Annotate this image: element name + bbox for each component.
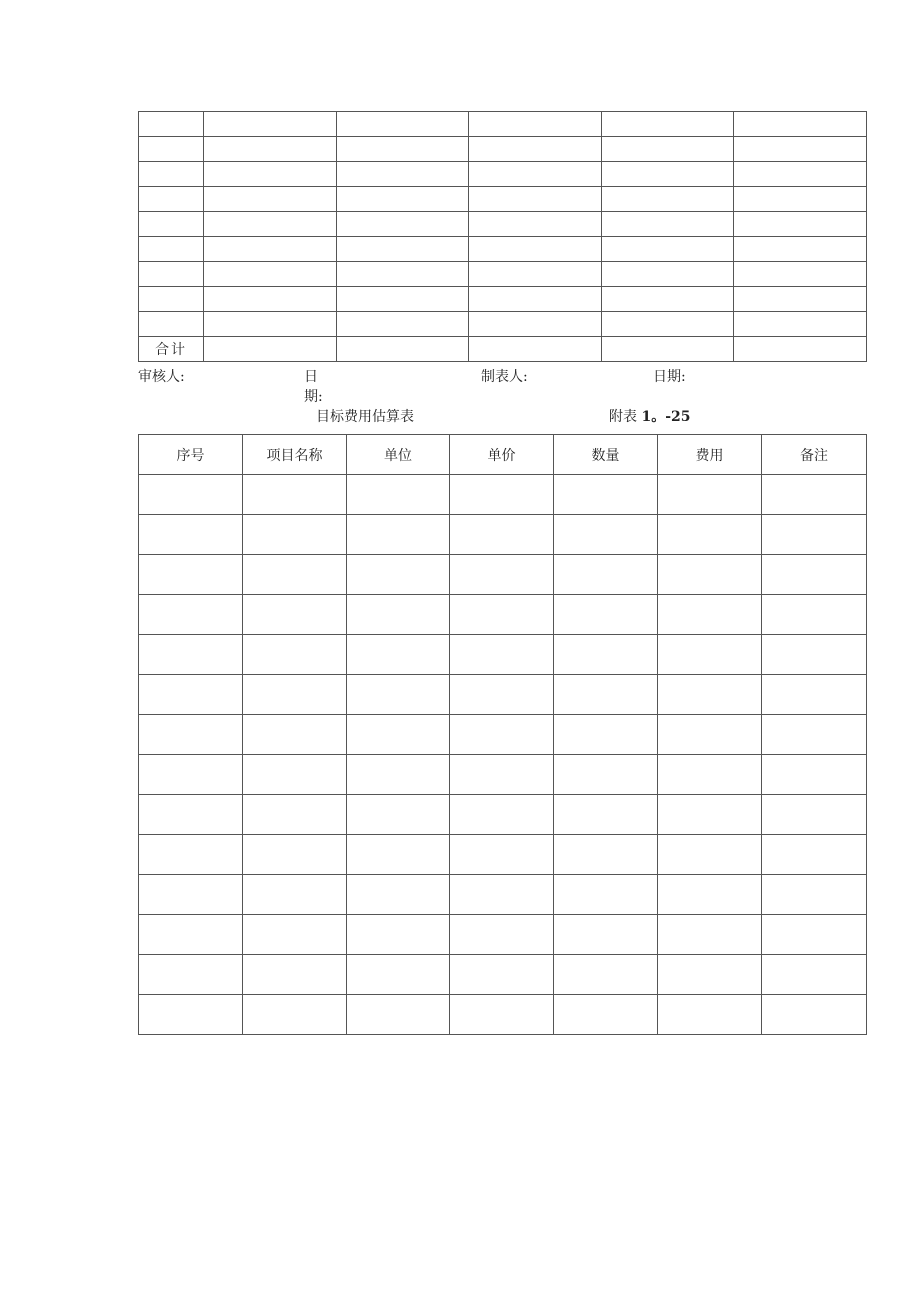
- table-cell: [450, 755, 554, 795]
- table-cell: [243, 795, 347, 835]
- table-cell: [243, 515, 347, 555]
- table-cell: [243, 635, 347, 675]
- table-cell: [554, 835, 658, 875]
- table-row: [139, 635, 867, 675]
- appendix-number: 1。-25: [641, 409, 691, 425]
- total-row: [139, 337, 867, 362]
- table-cell: [243, 955, 347, 995]
- header-row: [139, 435, 867, 475]
- table-cell: [450, 635, 554, 675]
- header-remarks: 备注: [762, 435, 867, 475]
- table-cell: [554, 635, 658, 675]
- upper-table: [138, 111, 867, 362]
- table-row: [139, 595, 867, 635]
- total-label: 合计: [139, 337, 204, 362]
- appendix-label: [609, 406, 691, 426]
- date-label-part1: 日: [304, 369, 318, 385]
- header-serial-no: 序号: [139, 435, 243, 475]
- table-cell: [554, 995, 658, 1035]
- table-cell: [658, 715, 762, 755]
- table-cell: [139, 475, 243, 515]
- table-cell: [658, 915, 762, 955]
- table-cell: [762, 515, 867, 555]
- table-cell: [139, 555, 243, 595]
- table-cell: [762, 475, 867, 515]
- table-cell: [554, 475, 658, 515]
- table-cell: [139, 795, 243, 835]
- table-row: [139, 955, 867, 995]
- table-cell: [658, 675, 762, 715]
- header-unit: 单位: [347, 435, 450, 475]
- table-cell: [347, 715, 450, 755]
- table-row: [139, 515, 867, 555]
- table-cell: [658, 555, 762, 595]
- table-cell: [450, 555, 554, 595]
- table-row: [139, 237, 867, 262]
- table-cell: [554, 515, 658, 555]
- table-cell: [554, 915, 658, 955]
- table-cell: [762, 595, 867, 635]
- table-cell: [762, 915, 867, 955]
- table-row: [139, 262, 867, 287]
- table-cell: [243, 595, 347, 635]
- table-cell: [139, 595, 243, 635]
- table-cell: [243, 835, 347, 875]
- table-cell: [762, 755, 867, 795]
- table-cell: [658, 755, 762, 795]
- table-cell: [347, 875, 450, 915]
- header-quantity: 数量: [554, 435, 658, 475]
- table-row: [139, 795, 867, 835]
- table-cell: [139, 835, 243, 875]
- table-row: [139, 995, 867, 1035]
- header-unit-price: 单价: [450, 435, 554, 475]
- table-cell: [658, 795, 762, 835]
- table-cell: [658, 595, 762, 635]
- table-cell: [658, 995, 762, 1035]
- table-cell: [347, 595, 450, 635]
- table-cell: [243, 915, 347, 955]
- table-cell: [450, 675, 554, 715]
- table-cell: [450, 475, 554, 515]
- table-cell: [243, 875, 347, 915]
- table-cell: [139, 675, 243, 715]
- table-cell: [554, 955, 658, 995]
- table-cell: [554, 555, 658, 595]
- table-cell: [762, 635, 867, 675]
- table-cell: [450, 955, 554, 995]
- table-cell: [139, 715, 243, 755]
- table-cell: [658, 475, 762, 515]
- table-cell: [450, 915, 554, 955]
- table-cell: [347, 995, 450, 1035]
- table-cell: [139, 635, 243, 675]
- table-cell: [554, 715, 658, 755]
- table-cell: [450, 995, 554, 1035]
- table-cell: [243, 555, 347, 595]
- table-row: [139, 187, 867, 212]
- table-cell: [762, 675, 867, 715]
- table-row: [139, 212, 867, 237]
- table-row: [139, 475, 867, 515]
- table-cell: [658, 955, 762, 995]
- table-row: [139, 287, 867, 312]
- table-cell: [243, 995, 347, 1035]
- table-cell: [243, 475, 347, 515]
- table-cell: [762, 795, 867, 835]
- table-cell: [347, 675, 450, 715]
- table-cell: [347, 755, 450, 795]
- table-cell: [554, 675, 658, 715]
- table-cell: [243, 675, 347, 715]
- table-cell: [347, 515, 450, 555]
- table-cell: [554, 875, 658, 915]
- table-cell: [347, 955, 450, 995]
- table-row: [139, 112, 867, 137]
- table-cell: [450, 595, 554, 635]
- table-cell: [762, 715, 867, 755]
- header-item-name: 项目名称: [243, 435, 347, 475]
- cost-estimate-table: [138, 434, 867, 1035]
- table-cell: [450, 835, 554, 875]
- table-row: [139, 875, 867, 915]
- table-cell: [450, 795, 554, 835]
- table-cell: [139, 995, 243, 1035]
- table-cell: [139, 875, 243, 915]
- header-cost: 费用: [658, 435, 762, 475]
- table-cell: [243, 715, 347, 755]
- table-cell: [139, 515, 243, 555]
- date-label: 日期:: [653, 369, 686, 385]
- table-row: [139, 312, 867, 337]
- table-cell: [554, 755, 658, 795]
- table-row: [139, 755, 867, 795]
- table-cell: [762, 555, 867, 595]
- table-cell: [347, 795, 450, 835]
- table-row: [139, 162, 867, 187]
- table-cell: [762, 835, 867, 875]
- table-cell: [658, 835, 762, 875]
- table-cell: [347, 555, 450, 595]
- preparer-label: 制表人:: [481, 369, 528, 385]
- table-cell: [243, 755, 347, 795]
- table-cell: [347, 835, 450, 875]
- table-row: [139, 715, 867, 755]
- table-row: [139, 555, 867, 595]
- table-cell: [139, 915, 243, 955]
- table-cell: [762, 995, 867, 1035]
- auditor-label: 审核人:: [138, 369, 185, 385]
- table-cell: [554, 595, 658, 635]
- table-cell: [450, 515, 554, 555]
- table-cell: [554, 795, 658, 835]
- table-cell: [347, 915, 450, 955]
- table-title: 目标费用估算表: [316, 409, 414, 425]
- table-cell: [762, 955, 867, 995]
- table-cell: [450, 715, 554, 755]
- table-row: [139, 137, 867, 162]
- table-row: [139, 675, 867, 715]
- table-cell: [347, 475, 450, 515]
- table-cell: [658, 515, 762, 555]
- date-label-part2: 期:: [304, 389, 323, 405]
- table-row: [139, 915, 867, 955]
- table-cell: [658, 635, 762, 675]
- table-cell: [762, 875, 867, 915]
- table-cell: [347, 635, 450, 675]
- table-cell: [658, 875, 762, 915]
- table-cell: [450, 875, 554, 915]
- appendix-prefix: 附表: [609, 409, 637, 425]
- table-cell: [139, 955, 243, 995]
- table-row: [139, 835, 867, 875]
- table-cell: [139, 755, 243, 795]
